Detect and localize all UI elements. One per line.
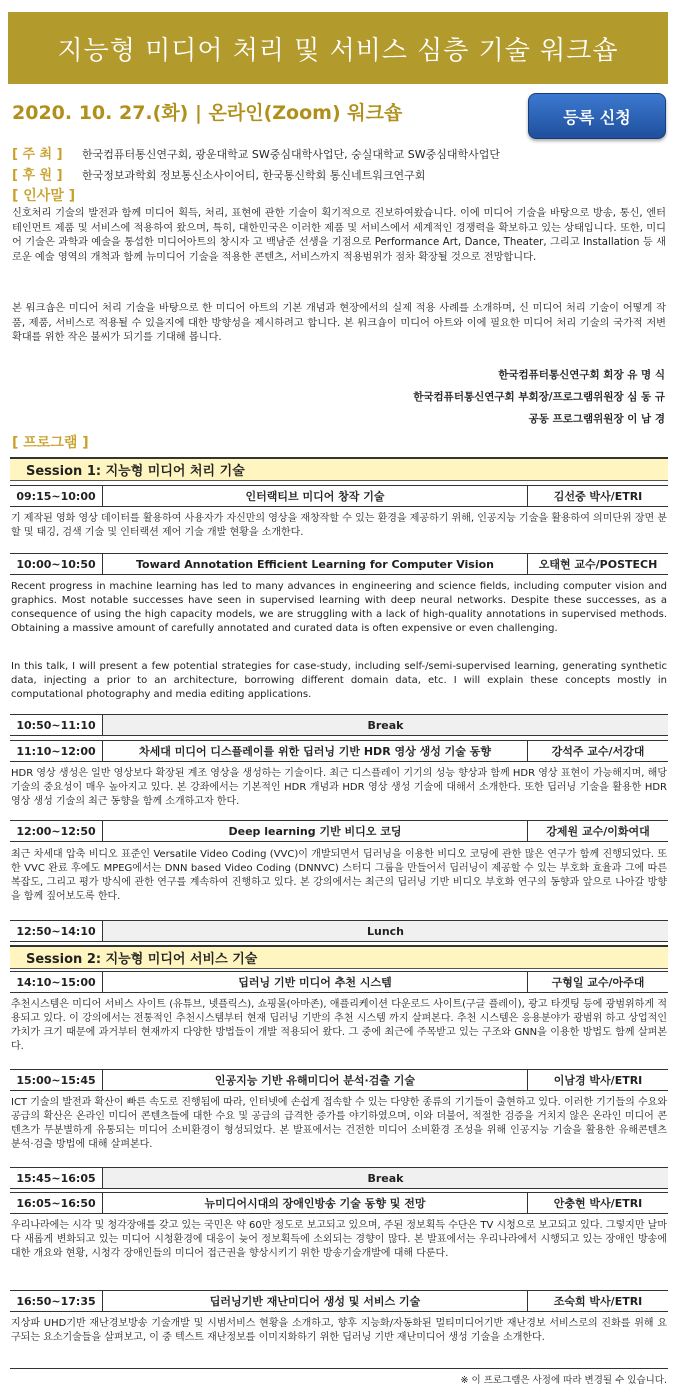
talk-speaker: 이남경 박사/ETRI bbox=[527, 1070, 668, 1090]
talk-time: 16:50~17:35 bbox=[10, 1291, 103, 1311]
talk-title: 차세대 미디어 디스플레이를 위한 딥러닝 기반 HDR 영상 생성 기술 동향 bbox=[138, 745, 491, 758]
talk-abstract: 추천시스템은 미디어 서비스 사이트 (유튜브, 넷플릭스), 쇼핑몰(아마존), 애플리케이션 다운로드 사이트(구글 플레이), 광고 타겟팅 등에 광범위하게 적용되고 있다. 이 강의에서는 전통적인 추천시스템부터 현재 딥러닝 기반의 추천 시스템 까지 살펴본다. 추천 시스템은 응용분야가 광범위 하고 상업적인 가치가 크기 때문에 과거부터 현재까지 다양한 방법들이 개발 적용되어 왔다. 그 중에 최근에 주목받고 있는 구조와 GNN을 이용한 방법도 함께 살펴본다. bbox=[11, 999, 667, 1052]
session-1-header: Session 1: 지능형 미디어 처리 기술 bbox=[10, 457, 668, 481]
talk-speaker: 강제원 교수/이화여대 bbox=[527, 821, 668, 841]
talk-time: 15:00~15:45 bbox=[10, 1070, 103, 1090]
host-row bbox=[12, 143, 500, 162]
lunch-title: Lunch bbox=[103, 921, 668, 941]
banner-title: 지능형 미디어 처리 및 서비스 심층 기술 워크숍 bbox=[8, 12, 668, 84]
talk-speaker: 오태현 교수/POSTECH bbox=[527, 554, 668, 574]
talk-title: 인공지능 기반 유해미디어 분석·검출 기술 bbox=[214, 1074, 416, 1087]
register-button[interactable]: 등록 신청 bbox=[528, 93, 666, 139]
talk-abstract-2: In this talk, I will present a few potential strategies for case-study, including self-/semi-supervised learning, generating synthetic data, injecting a prior to an architecture, borrowing different domain data, etc. I will explain these concepts mostly in computational photography and media editing applications. bbox=[11, 661, 667, 700]
talk-row bbox=[10, 1192, 668, 1214]
break-title: Break bbox=[103, 715, 668, 735]
talk-row bbox=[10, 1290, 668, 1312]
sponsor-text: 한국정보과학회 정보통신소사이어티, 한국통신학회 통신네트워크연구회 bbox=[82, 169, 426, 182]
talk-title: Toward Annotation Efficient Learning for Computer Vision bbox=[135, 557, 495, 571]
break-time: 10:50~11:10 bbox=[10, 715, 103, 735]
signature-1: 한국컴퓨터통신연구회 회장 유 명 식 bbox=[498, 369, 665, 381]
break-row bbox=[10, 714, 668, 736]
greeting-paragraph-2: 본 워크숍은 미디어 처리 기술을 바탕으로 한 미디어 아트의 기본 개념과 현장에서의 실제 적용 사례를 소개하며, 신 미디어 처리 기술이 어떻게 작품, 제품, 서비스로 적용될 수 있을지에 대한 방향성을 제시하려고 합니다. 본 워크숍이 미디어 아트와 이에 필요한 미디어 처리 기술의 국가적 저변 확대를 위한 작은 불씨가 되기를 기대해 봅니다. bbox=[12, 303, 666, 344]
lunch-time: 12:50~14:10 bbox=[10, 921, 103, 941]
talk-title: 딥러닝 기반 미디어 추천 시스템 bbox=[238, 976, 392, 989]
talk-abstract: HDR 영상 생성은 일반 영상보다 확장된 계조 영상을 생성하는 기술이다. 최근 디스플레이 기기의 성능 향상과 함께 HDR 영상 표현이 가능해지며, 해당 기술의 중요성이 매우 높아지고 있다. 본 강좌에서는 기본적인 HDR 개념과 HDR 영상 생성 기술에 대해서 소개한다. 또한 딥러닝 기술을 활용한 HDR 영상 생성 기술의 최근 동향을 함께 소개하고자 한다. bbox=[11, 768, 667, 807]
talk-abstract: 기 제작된 영화 영상 데이터를 활용하여 사용자가 자신만의 영상을 재창작할 수 있는 환경을 제공하기 위해, 인공지능 기술을 활용하여 의미단위 장면 분할 및 태깅, 검색 기술 및 인터랙션 제어 기술 개발 현황을 소개한다. bbox=[11, 513, 668, 538]
greeting-label: [ 인사말 ] bbox=[12, 188, 76, 204]
talk-abstract: 우리나라에는 시각 및 청각장애를 갖고 있는 국민은 약 60만 정도로 보고되고 있으며, 주된 정보획득 수단은 TV 시청으로 보고되고 있다. 그렇지만 날마다 새롭게 변화되고 있는 미디어 시청환경에 대응이 늦어 정보획득에 소외되는 경향이 많다. 본 발표에서는 우리나라에서 시행되고 있는 장애인 방송에 대한 개요와 현황, 시청각 장애인들의 미디어 접근권을 향상시키기 위한 방송기술개발에 대해 다룬다. bbox=[11, 1220, 667, 1259]
talk-title: 딥러닝기반 재난미디어 생성 및 서비스 기술 bbox=[209, 1295, 421, 1308]
talk-time: 12:00~12:50 bbox=[10, 821, 103, 841]
sponsor-row bbox=[12, 164, 425, 183]
talk-row bbox=[10, 971, 668, 993]
talk-title: 인터랙티브 미디어 창작 기술 bbox=[245, 490, 385, 503]
talk-speaker: 구형일 교수/아주대 bbox=[527, 972, 668, 992]
talk-row bbox=[10, 485, 668, 507]
talk-title: Deep learning 기반 비디오 코딩 bbox=[228, 825, 402, 838]
event-date-line: 2020. 10. 27.(화) | 온라인(Zoom) 워크숍 bbox=[12, 102, 403, 124]
talk-speaker: 안충현 박사/ETRI bbox=[527, 1193, 668, 1213]
talk-time: 16:05~16:50 bbox=[10, 1193, 103, 1213]
host-label: [ 주 최 ] bbox=[12, 147, 63, 162]
talk-abstract: 최근 차세대 압축 비디오 표준인 Versatile Video Coding (VVC)이 개발되면서 딥러닝을 이용한 비디오 코딩에 관한 많은 연구가 함께 진행되었다. 또한 VVC 완료 후에도 MPEG에서는 DNN based Video Coding (DNNVC) 스터디 그룹을 만들어서 딥러닝이 제공할 수 있는 부호화 효율과 그에 따른 복잡도, 그리고 평가 방식에 관한 연구를 계속하여 진행하고 있다. 본 강의에서는 최근의 딥러닝 기반 비디오 부호화 연구의 동향과 앞으로 나아갈 방향을 함께 짚어보도록 한다. bbox=[11, 849, 667, 902]
talk-title: 뉴미디어시대의 장애인방송 기술 동향 및 전망 bbox=[204, 1197, 426, 1210]
break-title: Break bbox=[103, 1168, 668, 1188]
talk-abstract: 지상파 UHD기반 재난경보방송 기술개발 및 시범서비스 현황을 소개하고, 향후 지능화/자동화된 멀티미디어기반 재난경보 서비스로의 진화를 위해 요구되는 요소기술들을 살펴보고, 이 중 텍스트 재난정보를 이미지화하기 위한 딥러닝 기반 재난미디어 생성 기술을 소개한다. bbox=[11, 1318, 667, 1343]
signature-2: 한국컴퓨터통신연구회 부회장/프로그램위원장 심 동 규 bbox=[413, 391, 665, 403]
talk-time: 11:10~12:00 bbox=[10, 741, 103, 761]
sponsor-label: [ 후 원 ] bbox=[12, 168, 63, 183]
talk-speaker: 조숙희 박사/ETRI bbox=[527, 1291, 668, 1311]
divider bbox=[10, 1368, 668, 1369]
break-time: 15:45~16:05 bbox=[10, 1168, 103, 1188]
talk-abstract: Recent progress in machine learning has led to many advances in engineering and science fields, including computer vision and graphics. Most notable successes have seen in supervised learning with deep neural networks. Despite these successes, as a consequence of using the high capacity models, we are struggling with a lack of high-quality annotations in supervised methods. Obtaining a massive amount of carefully annotated and curated data is often expensive or even challenging. bbox=[11, 581, 667, 634]
program-label: [ 프로그램 ] bbox=[12, 435, 89, 451]
lunch-row bbox=[10, 920, 668, 942]
footnote: ※ 이 프로그램은 사정에 따라 변경될 수 있습니다. bbox=[460, 1375, 667, 1386]
talk-speaker: 강석주 교수/서강대 bbox=[527, 741, 668, 761]
talk-row bbox=[10, 1069, 668, 1091]
break-row bbox=[10, 1167, 668, 1189]
host-text: 한국컴퓨터통신연구회, 광운대학교 SW중심대학사업단, 숭실대학교 SW중심대학사업단 bbox=[82, 148, 500, 161]
talk-speaker: 김선중 박사/ETRI bbox=[527, 486, 668, 506]
talk-abstract: ICT 기술의 발전과 확산이 빠른 속도로 진행됨에 따라, 인터넷에 손쉽게 접속할 수 있는 다양한 종류의 기기들이 출현하고 있다. 이러한 기기들의 수요와 공급의 확산은 온라인 미디어 콘텐츠들에 대한 수요 및 공급의 급격한 증가를 야기하였으며, 이와 더불어, 적절한 검증을 거치지 않은 온라인 미디어 콘텐츠가 무분별하게 유통되는 미디어 소비환경이 형성되었다. 본 발표에서는 건전한 미디어 소비환경 조성을 위해 인공지능 기술을 활용한 유해콘텐츠 분석·검출 방법에 대해 살펴본다. bbox=[11, 1097, 667, 1150]
talk-time: 14:10~15:00 bbox=[10, 972, 103, 992]
greeting-paragraph-1: 신호처리 기술의 발전과 함께 미디어 획득, 처리, 표현에 관한 기술이 획기적으로 진보하여왔습니다. 이에 미디어 기술을 바탕으로 방송, 통신, 엔터테인먼트 제품 및 서비스에 적용하여 왔으며, 특히, 대한민국은 이러한 제품 및 서비스에서 세계적인 경쟁력을 확보하고 있는 상태입니다. 또한, 미디어 기술은 과학과 예술을 통섭한 미디어아트의 창시자 고 백남준 선생을 기점으로 Performance Art, Dance, Theater, 그리고 Installation 등 새로운 예술 영역의 개척과 함께 뉴미디어 기술을 적용한 콘텐츠, 서비스까지 적용범위가 점차 확장될 것으로 전망합니다. bbox=[12, 208, 666, 263]
session-2-header: Session 2: 지능형 미디어 서비스 기술 bbox=[10, 945, 668, 969]
talk-row bbox=[10, 740, 668, 762]
talk-row bbox=[10, 820, 668, 842]
signature-3: 공동 프로그램위원장 이 남 경 bbox=[528, 413, 665, 425]
talk-time: 09:15~10:00 bbox=[10, 486, 103, 506]
talk-time: 10:00~10:50 bbox=[10, 554, 103, 574]
talk-row bbox=[10, 553, 668, 575]
